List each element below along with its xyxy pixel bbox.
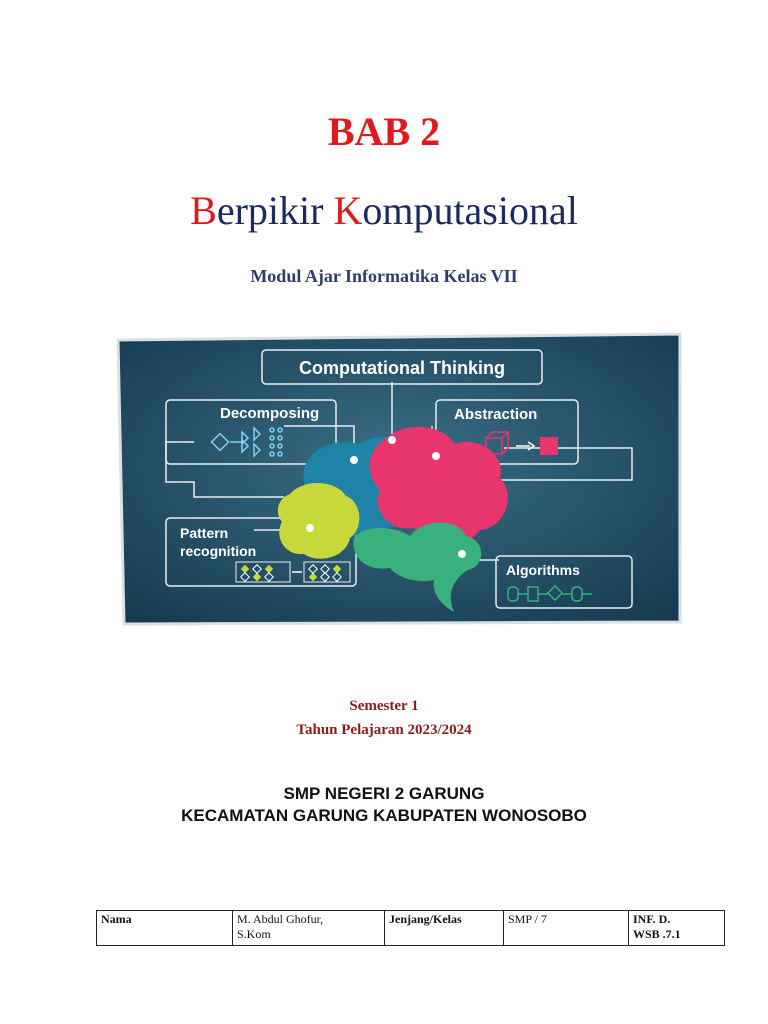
school-district: KECAMATAN GARUNG KABUPATEN WONOSOBO [181, 806, 587, 825]
abstraction-label: Abstraction [454, 406, 538, 423]
table-row [97, 911, 725, 946]
school-name: SMP NEGERI 2 GARUNG [283, 784, 485, 803]
title-initial-b: B [190, 188, 217, 233]
module-info-table [96, 910, 725, 946]
title-part-2: omputasional [362, 188, 578, 233]
title-initial-k: K [333, 188, 363, 233]
level-label-cell: Jenjang/Kelas [385, 911, 504, 946]
pattern-label-line1: Pattern [180, 525, 229, 541]
illustration-title: Computational Thinking [299, 358, 505, 378]
title-part-1: erpikir [216, 188, 334, 233]
code-line1: INF. D. [633, 912, 671, 926]
name-value-line2: S.Kom [237, 927, 271, 941]
computational-thinking-illustration [114, 332, 684, 626]
module-title [0, 186, 768, 236]
name-value-line1: M. Abdul Ghofur, [237, 912, 324, 926]
module-subtitle: Modul Ajar Informatika Kelas VII [250, 266, 518, 286]
decomposing-label: Decomposing [220, 405, 320, 422]
name-label-cell: Nama [97, 911, 233, 946]
chapter-heading: BAB 2 [327, 109, 441, 154]
code-cell [629, 911, 725, 946]
pattern-label-line2: recognition [180, 543, 257, 559]
code-line2: WSB .7.1 [633, 927, 681, 941]
level-value-cell: SMP / 7 [504, 911, 629, 946]
academic-year: Tahun Pelajaran 2023/2024 [296, 722, 472, 738]
algorithms-label: Algorithms [506, 562, 580, 578]
name-value-cell [233, 911, 385, 946]
semester-label: Semester 1 [349, 698, 419, 714]
